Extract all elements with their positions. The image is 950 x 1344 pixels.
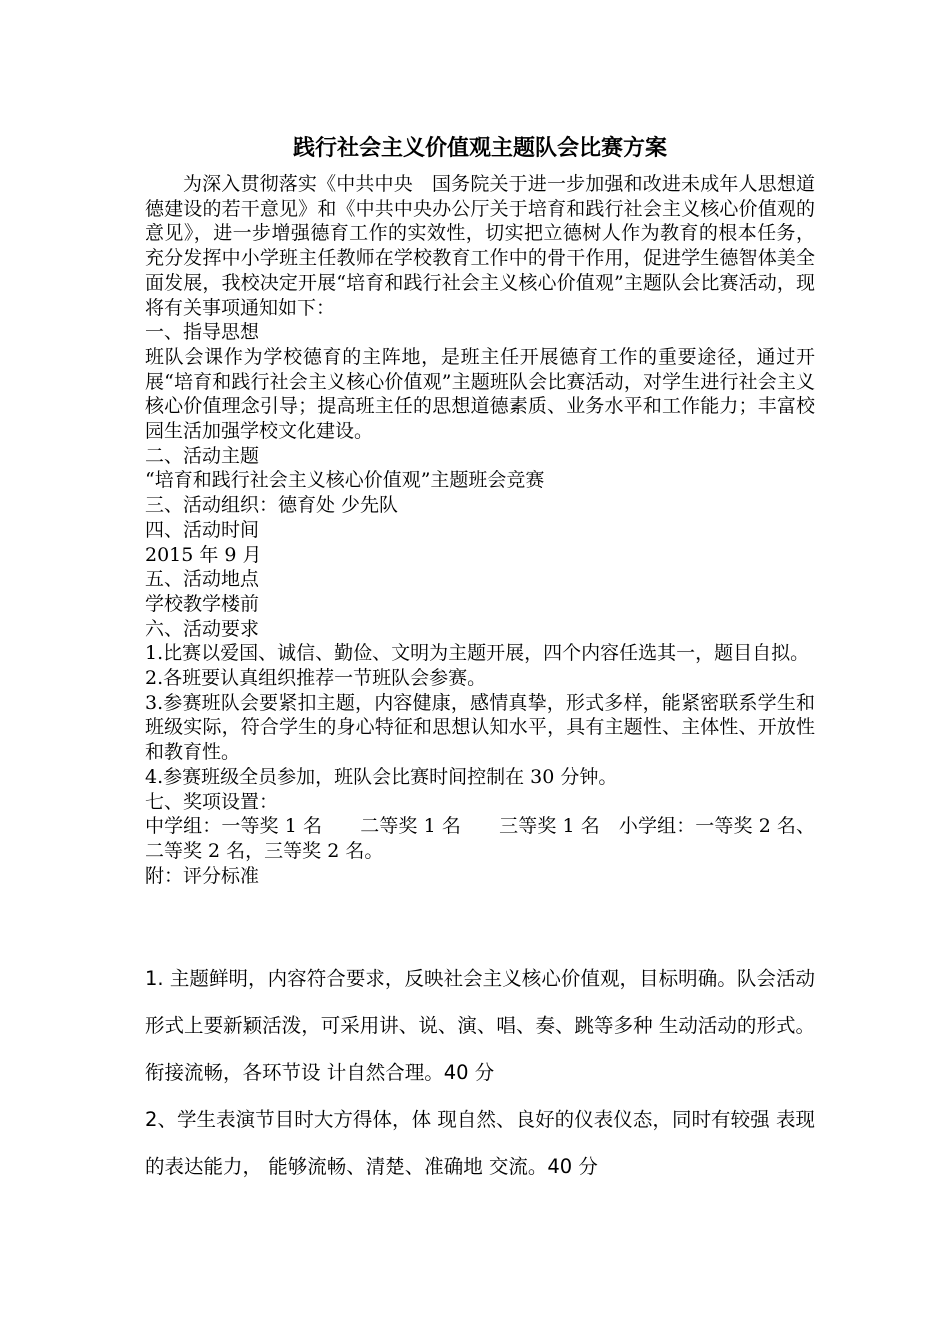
requirement-item: 1.比赛以爱国、诚信、勤俭、文明为主题开展，四个内容任选其一，题目自拟。 [145, 642, 810, 665]
section-body-guiding-thought: 班队会课作为学校德育的主阵地，是班主任开展德育工作的重要途径，通过开展“培育和践行社会主义核心价值观”主题班队会比赛活动，对学生进行社会主义核心价值理念引导；提高班主任的思想道德素质、业务水平和工作能力；丰富校园生活加强学校文化建设。 [145, 345, 815, 443]
section-organization: 三、活动组织：德育处 少先队 [145, 494, 399, 517]
appendix-label: 附：评分标准 [145, 864, 260, 887]
section-heading-requirements: 六、活动要求 [145, 617, 260, 640]
section-heading-time: 四、活动时间 [145, 518, 260, 541]
intro-paragraph: 为深入贯彻落实《中共中央 国务院关于进一步加强和改进未成年人思想道德建设的若干意见》和《中共中央办公厅关于培育和践行社会主义核心价值观的意见》，进一步增强德育工作的实效性，切实把立德树人作为教育的根本任务，充分发挥中小学班主任教师在学校教育工作中的骨干作用，促进学生德智体美全面发展，我校决定开展“培育和践行社会主义核心价值观”主题队会比赛活动，现将有关事项通知如下： [145, 173, 815, 319]
document-title: 践行社会主义价值观主题队会比赛方案 [292, 135, 667, 161]
requirement-item: 3.参赛班队会要紧扣主题，内容健康，感情真挚，形式多样，能紧密联系学生和班级实际，符合学生的身心特征和思想认知水平，具有主题性、主体性、开放性和教育性。 [145, 691, 815, 764]
section-heading-theme: 二、活动主题 [145, 444, 260, 467]
document-body [145, 134, 815, 888]
section-heading-location: 五、活动地点 [145, 568, 260, 591]
criteria-item: 2、学生表演节目时大方得体，体 现自然、良好的仪表仪态，同时有较强 表现 的表达能力， 能够流畅、清楚、准确地 交流。40 分 [145, 1108, 815, 1178]
scoring-criteria [145, 955, 815, 1190]
requirement-item: 4.参赛班级全员参加，班队会比赛时间控制在 30 分钟。 [145, 765, 618, 788]
section-heading-awards: 七、奖项设置： [145, 790, 279, 813]
criteria-item: 1. 主题鲜明，内容符合要求，反映社会主义核心价值观，目标明确。队会活动形式上要新颖活泼，可采用讲、说、演、唱、奏、跳等多种 生动活动的形式。衔接流畅，各环节设 计自然合理。40 分 [145, 967, 815, 1084]
section-body-time: 2015 年 9 月 [145, 543, 262, 566]
requirement-item: 2.各班要认真组织推荐一节班队会参赛。 [145, 667, 487, 690]
section-heading-guiding-thought: 一、指导思想 [145, 321, 260, 344]
section-body-awards: 中学组：一等奖 1 名 二等奖 1 名 三等奖 1 名 小学组：一等奖 2 名、二等奖 2 名，三等奖 2 名。 [145, 815, 815, 862]
section-body-theme: “培育和践行社会主义核心价值观”主题班会竞赛 [145, 469, 545, 492]
section-body-location: 学校教学楼前 [145, 592, 260, 615]
